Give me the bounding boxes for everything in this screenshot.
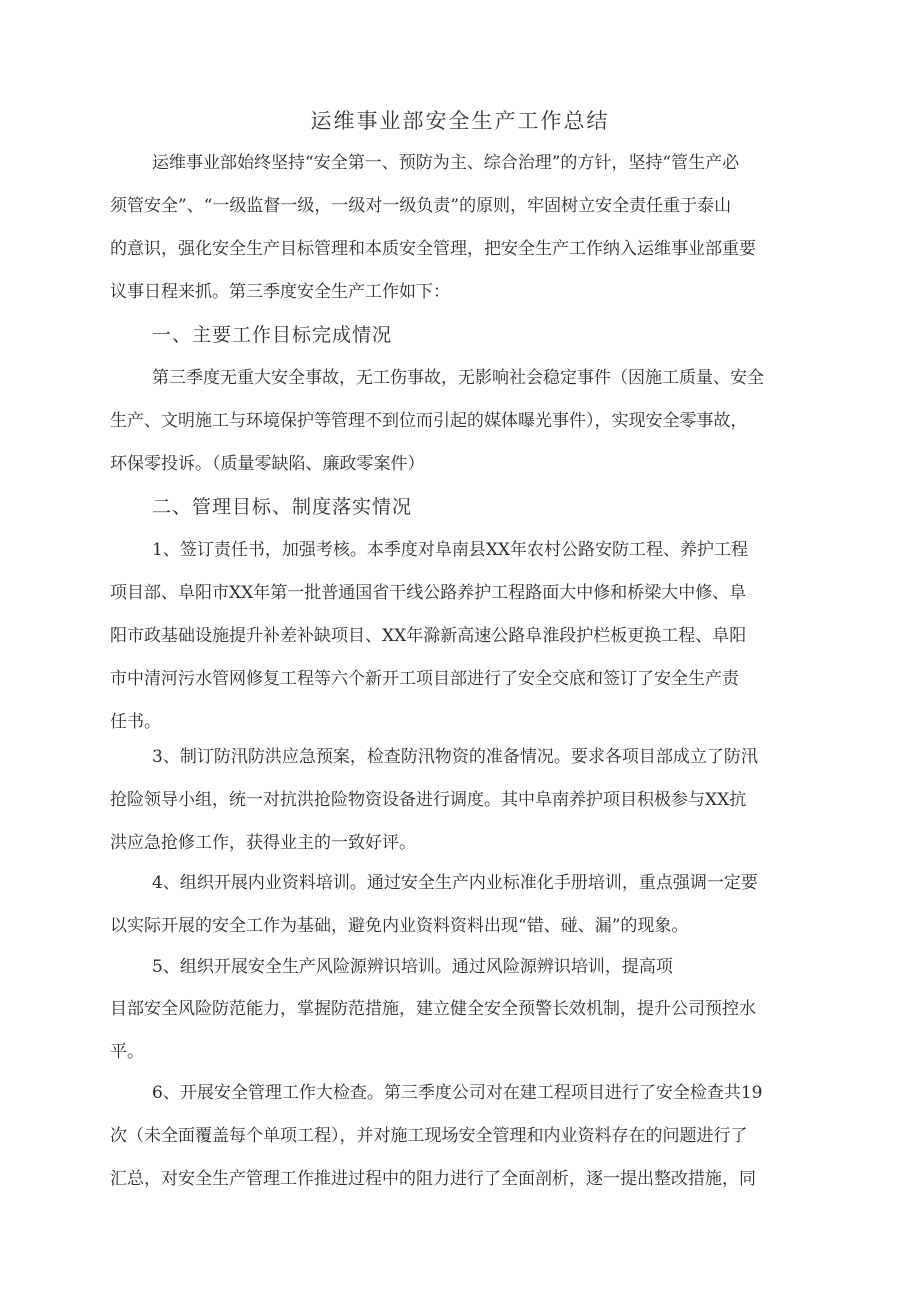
item3-line-3: 洪应急抢修工作，获得业主的一致好评。: [110, 833, 416, 853]
item5-line-3: 平。: [110, 1042, 144, 1062]
intro-line-3: 的意识，强化安全生产目标管理和本质安全管理，把安全生产工作纳入运维事业部重要: [110, 239, 756, 259]
item3-line-1: 3、制订防汛防洪应急预案，检查防汛物资的准备情况。要求各项目部成立了防汛: [152, 747, 758, 767]
intro-line-2: 须管安全”、“一级监督一级，一级对一级负责”的原则，牢固树立安全责任重于泰山: [110, 196, 732, 216]
item4-line-2: 以实际开展的安全工作为基础，避免内业资料资料出现“错、碰、漏”的现象。: [110, 916, 689, 936]
item1-line-4: 市中清河污水管网修复工程等六个新开工项目部进行了安全交底和签订了安全生产责: [110, 669, 739, 689]
item5-line-1: 5、组织开展安全生产风险源辨识培训。通过风险源辨识培训，提高项: [152, 957, 673, 977]
section1-line-2: 生产、文明施工与环境保护等管理不到位而引起的媒体曝光事件），实现安全零事故，: [110, 411, 748, 431]
section1-heading: 一、主要工作目标完成情况: [152, 324, 393, 346]
intro-line-1: 运维事业部始终坚持“安全第一、预防为主、综合治理”的方针，坚持“管生产必: [152, 153, 740, 173]
section1-line-3: 环保零投诉。（质量零缺陷、廉政零案件）: [110, 454, 425, 474]
item1-line-1: 1、签订责任书，加强考核。本季度对阜南县XX年农村公路安防工程、养护工程: [152, 540, 749, 560]
item3-line-2: 抢险领导小组，统一对抗洪抢险物资设备进行调度。其中阜南养护项目积极参与XX抗: [110, 790, 747, 810]
item6-line-3: 汇总，对安全生产管理工作推进过程中的阻力进行了全面剖析，逐一提出整改措施，同: [110, 1169, 756, 1189]
intro-line-4: 议事日程来抓。第三季度安全生产工作如下：: [110, 282, 450, 302]
section1-line-1: 第三季度无重大安全事故，无工伤事故，无影响社会稳定事件（因施工质量、安全: [152, 368, 764, 388]
item1-line-2: 项目部、阜阳市XX年第一批普通国省干线公路养护工程路面大中修和桥梁大中修、阜: [110, 583, 747, 603]
item1-line-3: 阳市政基础设施提升补差补缺项目、XX年滁新高速公路阜淮段护栏板更换工程、阜阳: [110, 626, 747, 646]
item6-line-2: 次（未全面覆盖每个单项工程），并对施工现场安全管理和内业资料存在的问题进行了: [110, 1126, 748, 1146]
item6-line-1: 6、开展安全管理工作大检查。第三季度公司对在建工程项目进行了安全检查共19: [152, 1083, 763, 1103]
document-title: 运维事业部安全生产工作总结: [310, 109, 610, 133]
item5-line-2: 目部安全风险防范能力，掌握防范措施，建立健全安全预警长效机制，提升公司预控水: [110, 999, 756, 1019]
item1-line-5: 任书。: [110, 712, 161, 732]
section2-heading: 二、管理目标、制度落实情况: [152, 496, 413, 518]
item4-line-1: 4、组织开展内业资料培训。通过安全生产内业标准化手册培训，重点强调一定要: [152, 873, 758, 893]
